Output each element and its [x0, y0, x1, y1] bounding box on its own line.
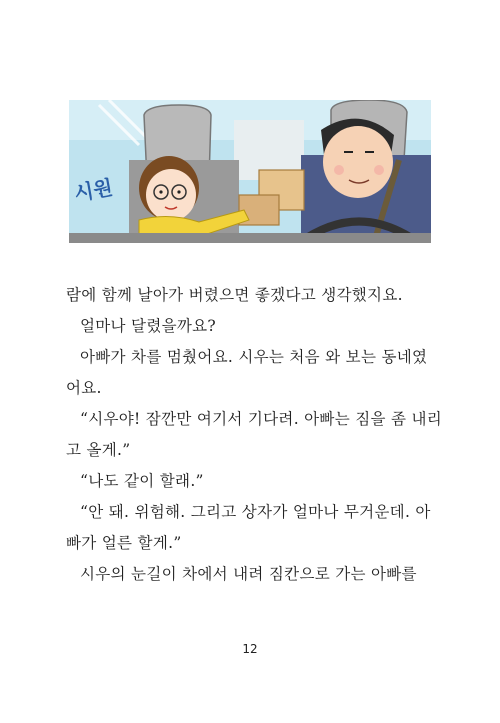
text-line: 얼마나 달렸을까요?	[80, 317, 217, 335]
paragraph	[66, 466, 436, 497]
text-line: 시우의 눈길이 차에서 내려 짐칸으로 가는 아빠를	[80, 565, 417, 583]
paragraph	[66, 342, 436, 373]
boy-face	[146, 169, 196, 221]
paragraph	[66, 311, 436, 342]
text-line: 고 올게.”	[66, 441, 131, 459]
dad-face	[323, 126, 393, 198]
text-line: 아빠가 차를 멈췄어요. 시우는 처음 와 보는 동네였	[80, 348, 428, 366]
page-number: 12	[242, 642, 258, 656]
text-line: 람에 함께 날아가 버렸으면 좋겠다고 생각했지요.	[66, 286, 403, 304]
paragraph	[66, 559, 436, 590]
paragraph	[66, 404, 443, 435]
paragraph-continuation	[66, 435, 436, 466]
paragraph-continuation	[66, 373, 436, 404]
text-line: “시우야! 잠깐만 여기서 기다려. 아빠는 짐을 좀 내리	[80, 410, 443, 428]
text-line: 어요.	[66, 379, 102, 397]
text-line: “안 돼. 위험해. 그리고 상자가 얼마나 무거운데. 아	[80, 503, 431, 521]
paragraph	[66, 497, 436, 528]
paragraph	[66, 280, 436, 311]
paragraph-continuation	[66, 528, 436, 559]
text-line: 빠가 얼른 할게.”	[66, 534, 182, 552]
window-lettering: 시원	[72, 175, 115, 206]
dashboard	[69, 233, 431, 243]
car-illustration	[69, 100, 431, 243]
text-line: “나도 같이 할래.”	[80, 472, 204, 490]
body-text	[66, 280, 443, 590]
